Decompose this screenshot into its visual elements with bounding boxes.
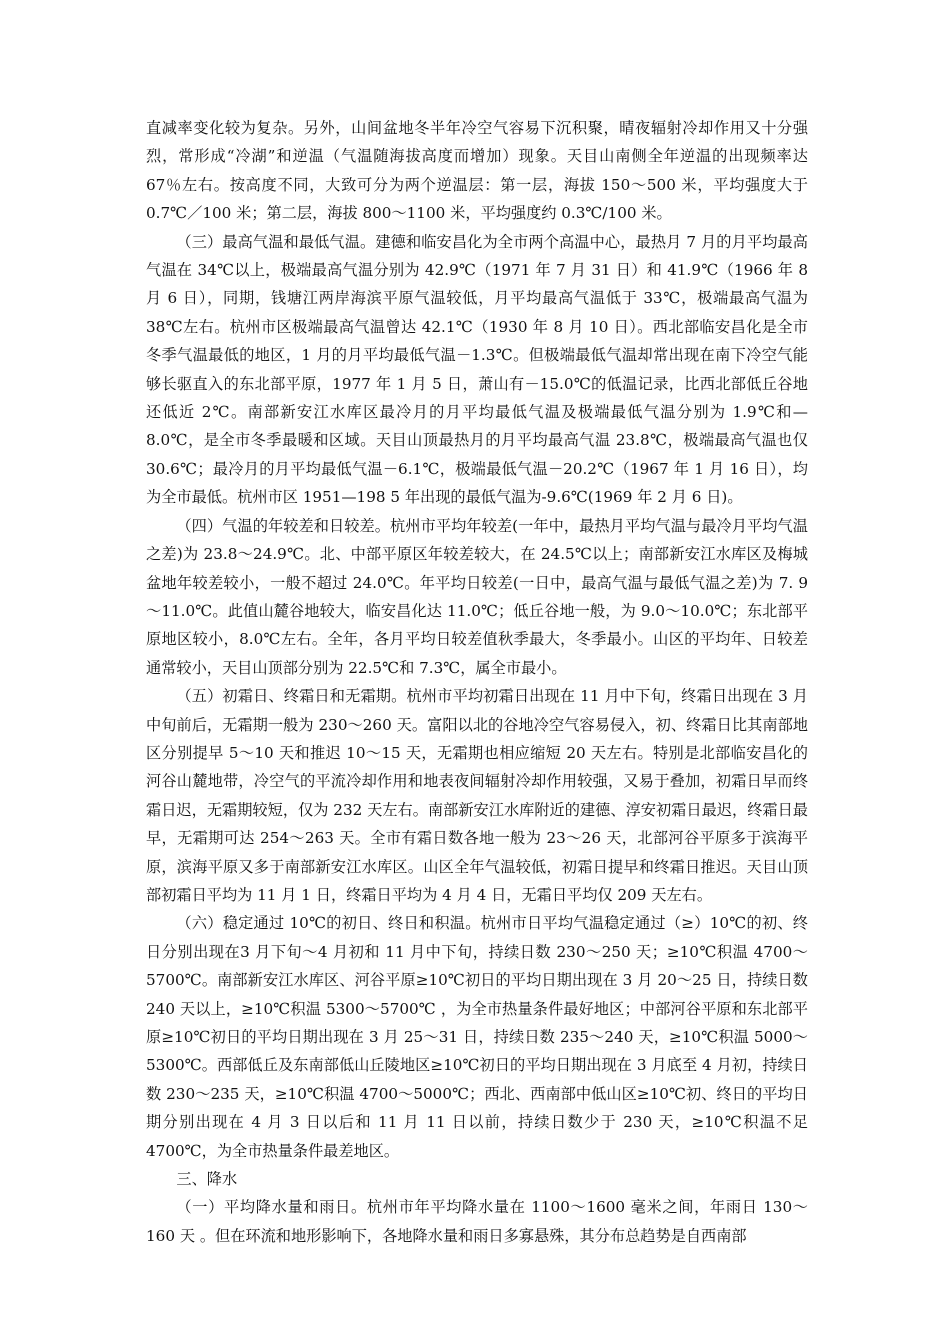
paragraph-temperature-range: （四）气温的年较差和日较差。杭州市平均年较差(一年中，最热月平均气温与最冷月平均气温之差)为 23.8～24.9℃。北、中部平原区年较差较大，在 24.5℃以上；南部新安江水库区及梅城盆地年较差较小，一般不超过 24.0℃。年平均日较差(一日中，最高气温与最低气温之差)为 7. 9～11.0℃。此值山麓谷地较大，临安昌化达 11.0℃；低丘谷地一般，为 9.0～10.0℃；东北部平原地区较小，8.0℃左右。全年，各月平均日较差值秋季最大，冬季最小。山区的平均年、日较差通常较小，天目山顶部分别为 22.5℃和 7.3℃，属全市最小。: [146, 516, 808, 677]
paragraph-accumulated-temperature: （六）稳定通过 10℃的初日、终日和积温。杭州市日平均气温稳定通过（≥）10℃的初、终日分别出现在3 月下旬～4 月初和 11 月中下旬，持续日数 230～250 天；≥10℃积温 4700～5700℃。南部新安江水库区、河谷平原≥10℃初日的平均日期出现在 3 月 20～25 日，持续日数 240 天以上，≥10℃积温 5300～5700℃ ，为全市热量条件最好地区；中部河谷平原和东北部平原≥10℃初日的平均日期出现在 3 月 25～31 日，持续日数 235～240 天，≥10℃积温 5000～ 5300℃。西部低丘及东南部低山丘陵地区≥10℃初日的平均日期出现在 3 月底至 4 月初，持续日数 230～235 天，≥10℃积温 4700～5000℃；西北、西南部中低山区≥10℃初、终日的平均日期分别出现在 4 月 3 日以后和 11 月 11 日以前，持续日数少于 230 天，≥10℃积温不足 4700℃，为全市热量条件最差地区。: [146, 914, 808, 1160]
paragraph-max-min-temperature: （三）最高气温和最低气温。建德和临安昌化为全市两个高温中心，最热月 7 月的月平均最高气温在 34℃以上，极端最高气温分别为 42.9℃（1971 年 7 月 31 日）和 41.9℃（1966 年 8 月 6 日），同期，钱塘江两岸海滨平原气温较低，月平均最高气温低于 33℃，极端最高气温为 38℃左右。杭州市区极端最高气温曾达 42.1℃（1930 年 8 月 10 日）。西北部临安昌化是全市冬季气温最低的地区，1 月的月平均最低气温－1.3℃。但极端最低气温却常出现在南下冷空气能够长驱直入的东北部平原，1977 年 1 月 5 日，萧山有－15.0℃的低温记录，比西北部低丘谷地还低近 2℃。南部新安江水库区最冷月的月平均最低气温及极端最低气温分别为 1.9℃和—8.0℃，是全市冬季最暖和区域。天目山顶最热月的月平均最高气温 23.8℃，极端最高气温也仅 30.6℃；最冷月的月平均最低气温－6.1℃，极端最低气温－20.2℃（1967 年 1 月 16 日），均为全市最低。杭州市区 1951—198 5 年出现的最低气温为-9.6℃(1969 年 2 月 6 日)。: [146, 232, 808, 507]
document-body: [146, 114, 808, 1250]
paragraph-inversion: 直减率变化较为复杂。另外，山间盆地冬半年冷空气容易下沉积聚，晴夜辐射冷却作用又十分强烈，常形成“冷湖”和逆温（气温随海拔高度而增加）现象。天目山南侧全年逆温的出现频率达 67％左右。按高度不同，大致可分为两个逆温层：第一层，海拔 150～500 米，平均强度大于 0.7℃／100 米；第二层，海拔 800～1100 米，平均强度约 0.3℃/100 米。: [146, 119, 808, 223]
section-heading-precipitation: 三、降水: [176, 1170, 238, 1189]
paragraph-average-precipitation: （一）平均降水量和雨日。杭州市年平均降水量在 1100～1600 毫米之间，年雨日 130～160 天 。但在环流和地形影响下，各地降水量和雨日多寡悬殊，其分布总趋势是自西南部: [146, 1198, 808, 1245]
paragraph-frost-days: （五）初霜日、终霜日和无霜期。杭州市平均初霜日出现在 11 月中下旬，终霜日出现在 3 月中旬前后，无霜期一般为 230～260 天。富阳以北的谷地冷空气容易侵入，初、终霜日比其南部地区分别提早 5～10 天和推迟 10～15 天，无霜期也相应缩短 20 天左右。特别是北部临安昌化的河谷山麓地带，冷空气的平流冷却作用和地表夜间辐射冷却作用较强，又易于叠加，初霜日早而终霜日迟，无霜期较短，仅为 232 天左右。南部新安江水库附近的建德、淳安初霜日最迟，终霜日最早，无霜期可达 254～263 天。全市有霜日数各地一般为 23～26 天，北部河谷平原多于滨海平原，滨海平原又多于南部新安江水库区。山区全年气温较低，初霜日提早和终霜日推迟。天目山顶部初霜日平均为 11 月 1 日，终霜日平均为 4 月 4 日，无霜日平均仅 209 天左右。: [146, 687, 808, 904]
